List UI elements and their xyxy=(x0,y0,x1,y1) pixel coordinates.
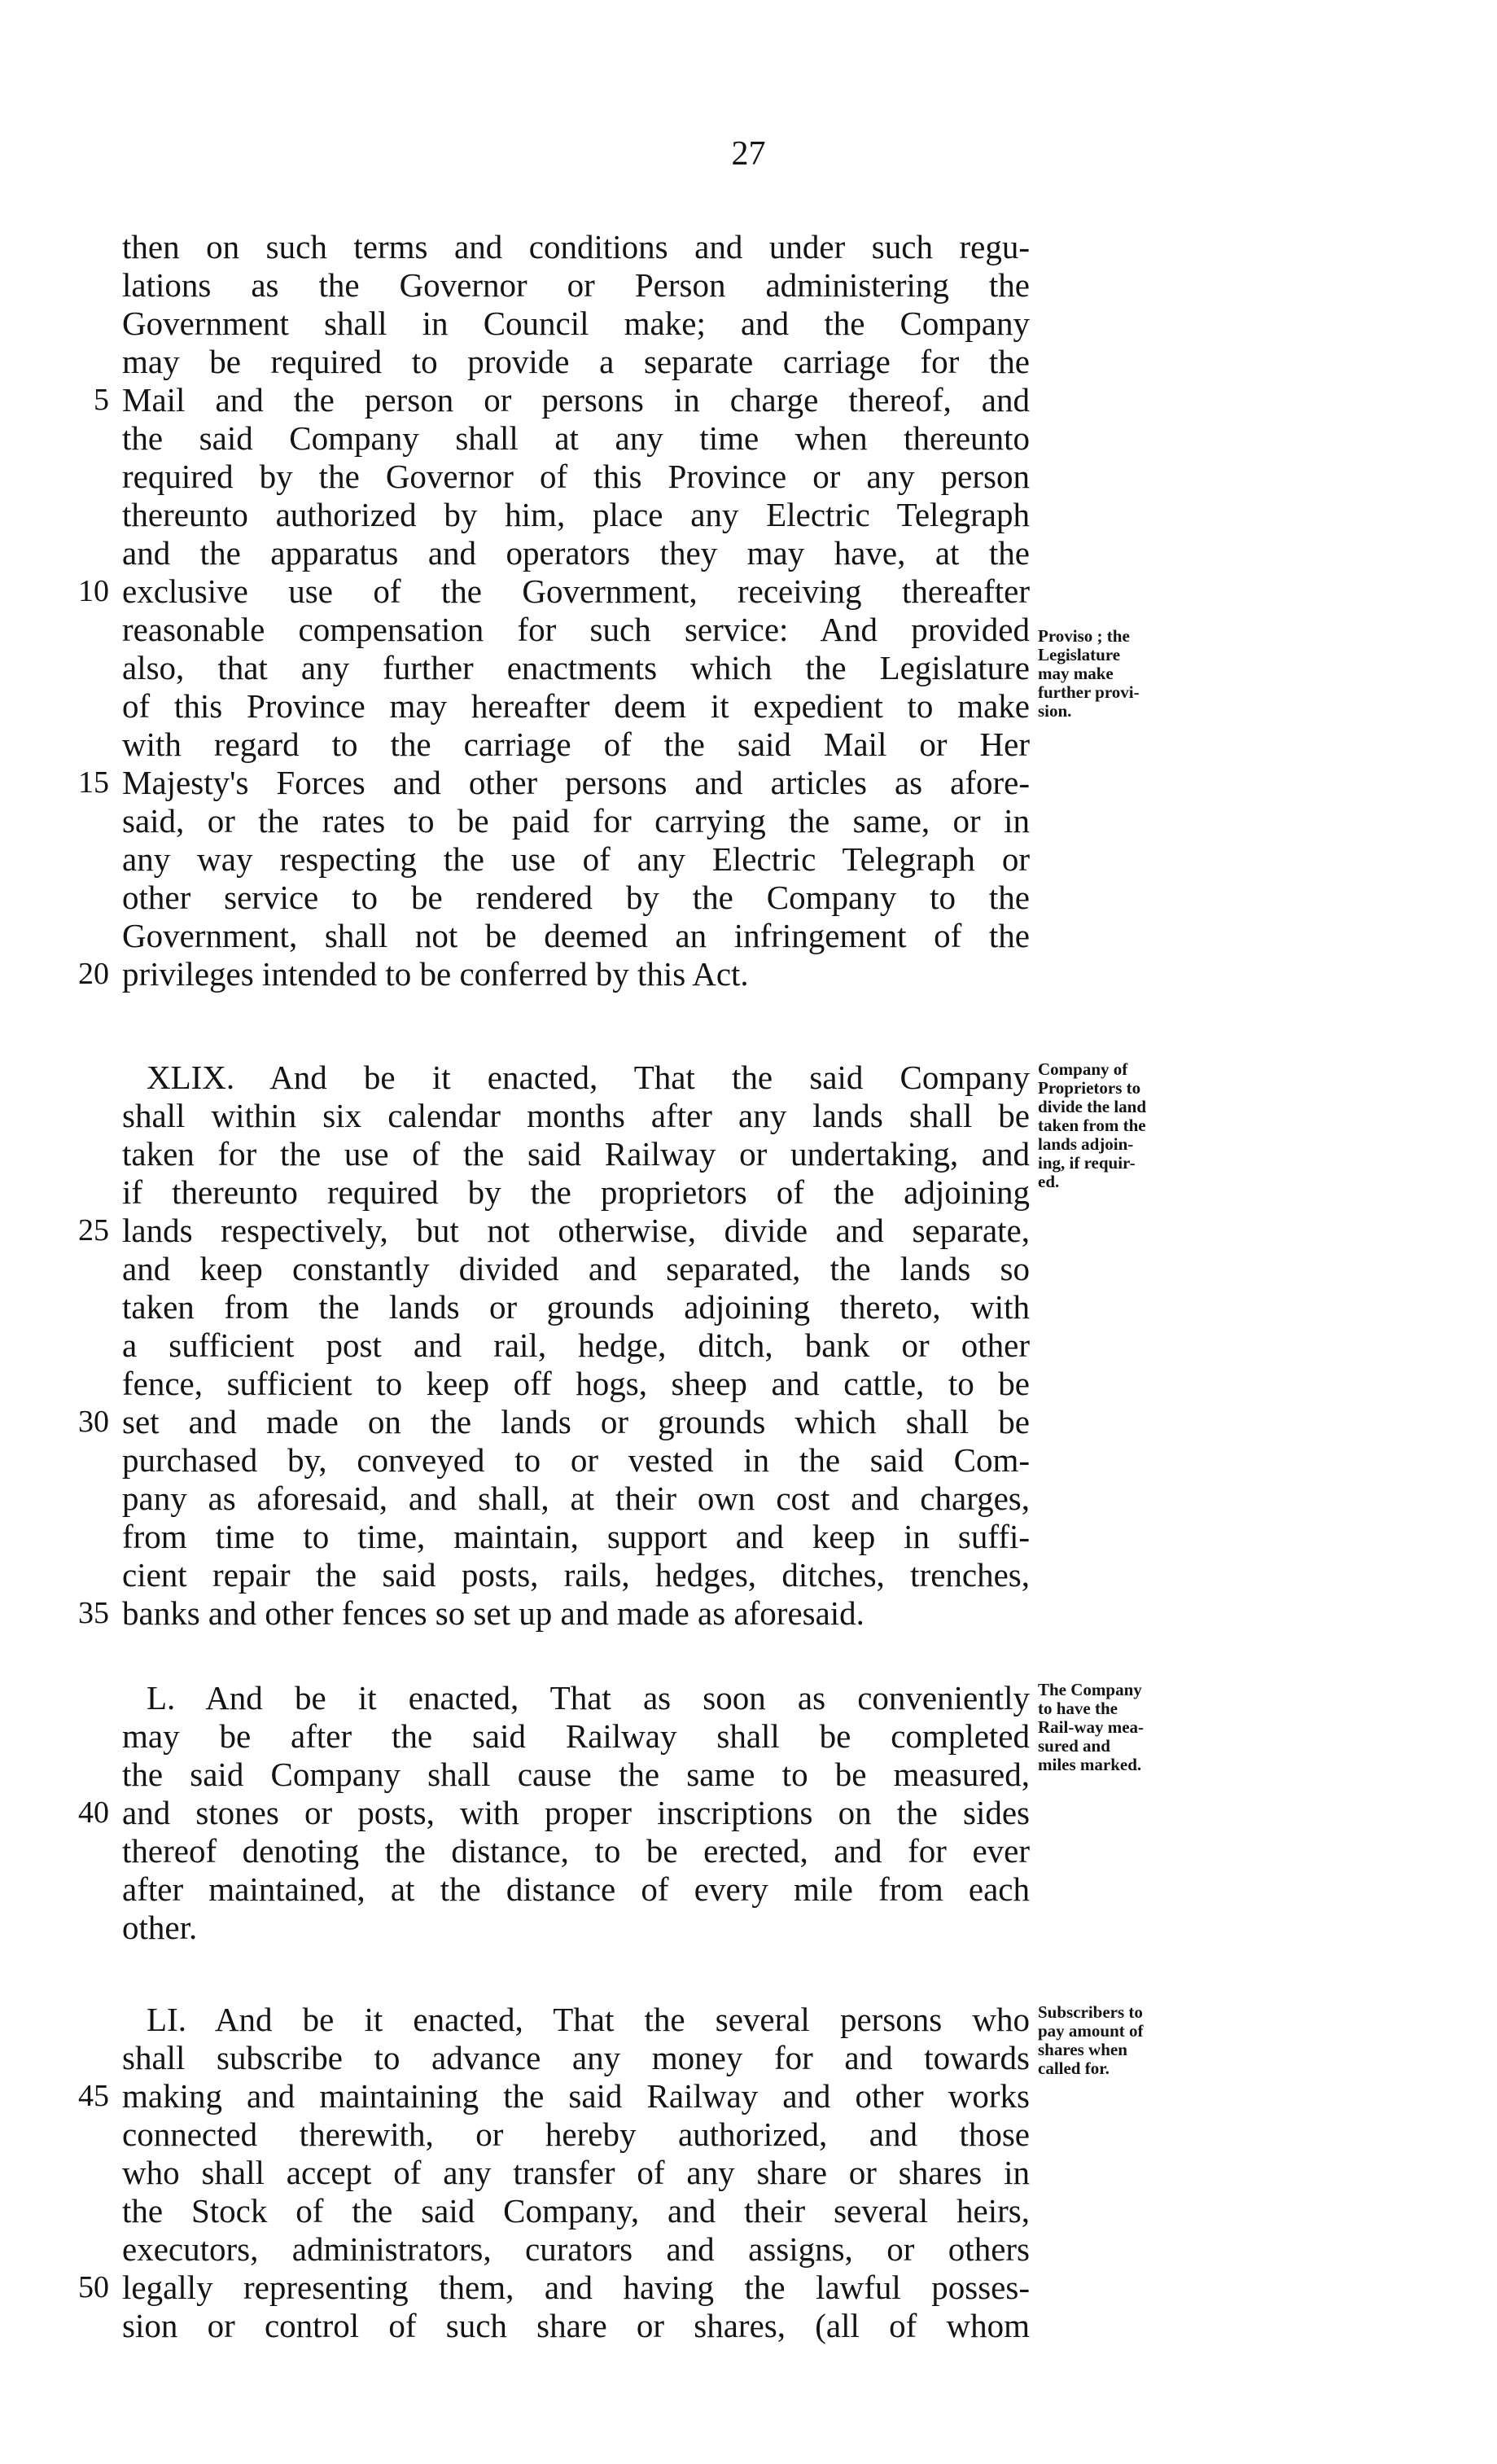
line-number: 25 xyxy=(78,1213,109,1247)
text-line: legally representing them, and having the lawful posses- xyxy=(122,2269,1030,2306)
text-line: shall subscribe to advance any money for and towards xyxy=(122,2039,1030,2076)
text-line: said, or the rates to be paid for carrying the same, or in xyxy=(122,802,1030,840)
section-li xyxy=(122,2001,1030,2345)
text-line: with regard to the carriage of the said Mail or Her xyxy=(122,726,1030,763)
text-line: executors, administrators, curators and assigns, or others xyxy=(122,2230,1030,2268)
text-line: lations as the Governor or Person administering the xyxy=(122,266,1030,304)
margin-note-railway-measured xyxy=(1038,1681,1201,1774)
margin-note-line: may make xyxy=(1038,664,1114,683)
text-line: XLIX. And be it enacted, That the said Company xyxy=(147,1059,1030,1096)
text-line: the said Company shall cause the same to be measured, xyxy=(122,1756,1030,1793)
margin-note-line: miles marked. xyxy=(1038,1755,1142,1774)
text-line: Mail and the person or persons in charge thereof, and xyxy=(122,381,1030,419)
text-line: then on such terms and conditions and under such regu- xyxy=(122,228,1030,265)
text-line: reasonable compensation for such service: And provided xyxy=(122,611,1030,648)
margin-note-line: shares when xyxy=(1038,2040,1127,2059)
line-number: 10 xyxy=(78,574,109,608)
text-line: L. And be it enacted, That as soon as conveniently xyxy=(147,1679,1030,1716)
text-line: taken for the use of the said Railway or undertaking, and xyxy=(122,1135,1030,1173)
section-l xyxy=(122,1679,1030,1947)
margin-note-line: to have the xyxy=(1038,1699,1118,1718)
margin-note-line: Legislature xyxy=(1038,645,1121,664)
text-line: from time to time, maintain, support and keep in suffi- xyxy=(122,1518,1030,1555)
text-line: and stones or posts, with proper inscriptions on the sides xyxy=(122,1794,1030,1831)
text-line: required by the Governor of this Province or any person xyxy=(122,458,1030,495)
text-line: lands respectively, but not otherwise, divide and separate, xyxy=(122,1212,1030,1249)
text-line: purchased by, conveyed to or vested in the said Com- xyxy=(122,1441,1030,1479)
text-line: taken from the lands or grounds adjoining thereto, with xyxy=(122,1288,1030,1326)
text-line: banks and other fences so set up and made as aforesaid. xyxy=(122,1594,864,1632)
text-line: connected therewith, or hereby authorized, and those xyxy=(122,2115,1030,2153)
line-number: 15 xyxy=(78,765,109,800)
text-line: set and made on the lands or grounds which shall be xyxy=(122,1403,1030,1440)
margin-note-proviso xyxy=(1038,627,1201,721)
text-line: may be required to provide a separate carriage for the xyxy=(122,343,1030,380)
margin-note-line: ing, if requir- xyxy=(1038,1153,1136,1173)
text-line: Government, shall not be deemed an infringement of the xyxy=(122,917,1030,954)
margin-note-line: Proprietors to xyxy=(1038,1078,1141,1098)
text-line: making and maintaining the said Railway and other works xyxy=(122,2077,1030,2115)
text-line: who shall accept of any transfer of any share or shares in xyxy=(122,2154,1030,2191)
margin-note-line: Company of xyxy=(1038,1059,1128,1079)
text-line: any way respecting the use of any Electric Telegraph or xyxy=(122,840,1030,878)
margin-note-line: pay amount of xyxy=(1038,2021,1144,2041)
line-number: 20 xyxy=(78,957,109,991)
text-line: privileges intended to be conferred by this Act. xyxy=(122,955,749,993)
margin-note-line: Proviso ; the xyxy=(1038,626,1130,646)
line-number: 30 xyxy=(78,1405,109,1439)
text-line: and keep constantly divided and separated, the lands so xyxy=(122,1250,1030,1287)
text-line: Majesty's Forces and other persons and articles as afore- xyxy=(122,764,1030,801)
text-line: pany as aforesaid, and shall, at their own cost and charges, xyxy=(122,1480,1030,1517)
line-number: 35 xyxy=(78,1596,109,1630)
margin-note-line: ed. xyxy=(1038,1172,1060,1191)
page-number: 27 xyxy=(731,135,766,173)
line-number: 45 xyxy=(78,2079,109,2113)
margin-note-line: sion. xyxy=(1038,701,1072,721)
text-line: cient repair the said posts, rails, hedges, ditches, trenches, xyxy=(122,1556,1030,1594)
text-line: shall within six calendar months after any lands shall be xyxy=(122,1097,1030,1134)
line-number: 40 xyxy=(78,1795,109,1830)
margin-note-line: further provi- xyxy=(1038,682,1140,702)
margin-note-line: The Company xyxy=(1038,1680,1142,1699)
text-line: of this Province may hereafter deem it expedient to make xyxy=(122,687,1030,725)
line-number: 5 xyxy=(94,383,109,417)
margin-note-line: sured and xyxy=(1038,1736,1110,1756)
text-line: other. xyxy=(122,1909,198,1946)
margin-note-divide-land xyxy=(1038,1060,1201,1191)
text-line: other service to be rendered by the Company to the xyxy=(122,879,1030,916)
text-line: sion or control of such share or shares, (all of whom xyxy=(122,2307,1030,2344)
line-number: 50 xyxy=(78,2270,109,2304)
text-line: exclusive use of the Government, receiving thereafter xyxy=(122,572,1030,610)
text-line: LI. And be it enacted, That the several persons who xyxy=(147,2001,1030,2038)
text-line: thereunto authorized by him, place any Electric Telegraph xyxy=(122,496,1030,533)
text-line: thereof denoting the distance, to be erected, and for ever xyxy=(122,1832,1030,1870)
text-line: and the apparatus and operators they may have, at the xyxy=(122,534,1030,572)
paragraph-1 xyxy=(122,228,1030,993)
text-line: after maintained, at the distance of every mile from each xyxy=(122,1870,1030,1908)
text-line: if thereunto required by the proprietors of the adjoining xyxy=(122,1173,1030,1211)
text-line: fence, sufficient to keep off hogs, sheep and cattle, to be xyxy=(122,1365,1030,1402)
text-line: a sufficient post and rail, hedge, ditch, bank or other xyxy=(122,1326,1030,1364)
margin-note-subscribers xyxy=(1038,2003,1201,2078)
text-line: Government shall in Council make; and the Company xyxy=(122,305,1030,342)
text-line: the said Company shall at any time when thereunto xyxy=(122,419,1030,457)
margin-note-line: divide the land xyxy=(1038,1097,1147,1116)
margin-note-line: Subscribers to xyxy=(1038,2002,1143,2022)
text-line: may be after the said Railway shall be completed xyxy=(122,1717,1030,1755)
margin-note-line: called for. xyxy=(1038,2058,1110,2078)
margin-note-line: lands adjoin- xyxy=(1038,1134,1134,1154)
margin-note-line: taken from the xyxy=(1038,1116,1146,1135)
section-xlix xyxy=(122,1059,1030,1633)
text-line: also, that any further enactments which the Legislature xyxy=(122,649,1030,686)
text-line: the Stock of the said Company, and their several heirs, xyxy=(122,2192,1030,2229)
margin-note-line: Rail-way mea- xyxy=(1038,1717,1145,1737)
